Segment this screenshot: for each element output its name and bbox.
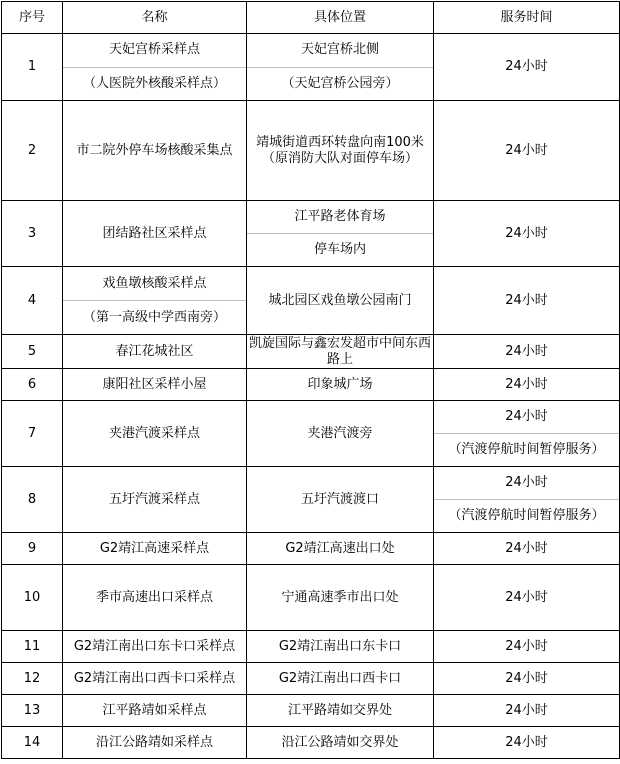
- service-time-cell: [434, 695, 620, 727]
- service-time-text: 24小时: [505, 540, 548, 556]
- site-location-text: G2靖江南出口西卡口: [278, 670, 402, 686]
- site-location-text: 印象城广场: [307, 376, 373, 392]
- table-row: [2, 565, 620, 631]
- site-location-text: 凯旋国际与鑫宏发超市中间东西路上: [248, 335, 431, 367]
- site-name-cell: [63, 727, 247, 759]
- row-number-cell: [2, 663, 63, 695]
- table-body: [2, 34, 620, 759]
- table-row: [2, 695, 620, 727]
- table-row: [2, 34, 620, 101]
- site-location-cell: [247, 533, 434, 565]
- site-name-line: （人医院外核酸采样点）: [63, 67, 246, 101]
- site-name-cell: [63, 201, 247, 267]
- site-name-cell: [63, 401, 247, 467]
- site-location-split: [247, 201, 433, 266]
- site-name-line: 天妃宫桥采样点: [108, 42, 200, 58]
- site-name-cell: [63, 663, 247, 695]
- site-location-text: G2靖江南出口东卡口: [278, 638, 402, 654]
- service-time-cell: [434, 34, 620, 101]
- service-time-text: 24小时: [505, 734, 548, 750]
- site-name-line: （第一高级中学西南旁）: [63, 300, 246, 334]
- service-time-cell: [434, 401, 620, 467]
- service-time-line: （汽渡停航时间暂停服务）: [434, 433, 619, 466]
- site-name-text: 团结路社区采样点: [102, 225, 207, 241]
- site-name-cell: [63, 695, 247, 727]
- site-name-text: G2靖江南出口西卡口采样点: [73, 670, 236, 686]
- service-time-cell: [434, 467, 620, 533]
- site-name-cell: [63, 101, 247, 201]
- service-time-text: 24小时: [505, 638, 548, 654]
- site-location-text: 夹港汽渡旁: [307, 425, 373, 441]
- site-name-split: [63, 267, 246, 334]
- service-time-cell: [434, 335, 620, 369]
- service-time-split: [434, 467, 619, 532]
- site-location-cell: [247, 695, 434, 727]
- site-location-text: 宁通高速季市出口处: [281, 589, 399, 605]
- row-number-text: 6: [27, 376, 37, 392]
- row-number-cell: [2, 695, 63, 727]
- service-time-line: （汽渡停航时间暂停服务）: [434, 499, 619, 532]
- site-name-text: 市二院外停车场核酸采集点: [76, 142, 233, 158]
- row-number-cell: [2, 34, 63, 101]
- site-name-cell: [63, 267, 247, 335]
- site-name-text: 沿江公路靖如采样点: [95, 734, 213, 750]
- row-number-cell: [2, 631, 63, 663]
- service-time-cell: [434, 631, 620, 663]
- site-location-cell: [247, 369, 434, 401]
- site-name-cell: [63, 565, 247, 631]
- site-location-cell: [247, 565, 434, 631]
- header-no: 序号: [2, 2, 63, 34]
- row-number-cell: [2, 727, 63, 759]
- site-name-text: 江平路靖如采样点: [102, 702, 207, 718]
- site-location-line: 江平路老体育场: [294, 209, 386, 224]
- row-number-cell: [2, 467, 63, 533]
- header-location: 具体位置: [247, 2, 434, 34]
- row-number-text: 3: [27, 225, 37, 241]
- table-row: [2, 533, 620, 565]
- table-row: [2, 369, 620, 401]
- row-number-text: 8: [27, 491, 37, 507]
- service-time-cell: [434, 201, 620, 267]
- row-number-cell: [2, 201, 63, 267]
- site-name-cell: [63, 335, 247, 369]
- site-location-text: 沿江公路靖如交界处: [281, 734, 399, 750]
- site-name-text: G2靖江南出口东卡口采样点: [73, 638, 236, 654]
- site-name-text: 康阳社区采样小屋: [102, 376, 207, 392]
- service-time-cell: [434, 369, 620, 401]
- table-row: [2, 467, 620, 533]
- header-time: 服务时间: [434, 2, 620, 34]
- service-time-cell: [434, 533, 620, 565]
- row-number-cell: [2, 401, 63, 467]
- site-name-cell: [63, 467, 247, 533]
- site-location-text: 靖城街道西环转盘向南100米（原消防大队对面停车场）: [256, 134, 424, 166]
- site-name-text: 季市高速出口采样点: [95, 589, 213, 605]
- testing-sites-table: [1, 1, 620, 759]
- site-location-cell: [247, 101, 434, 201]
- row-number-text: 4: [27, 292, 37, 308]
- site-location-cell: [247, 467, 434, 533]
- table-row: [2, 101, 620, 201]
- site-location-line: 停车场内: [247, 233, 433, 266]
- row-number-text: 13: [23, 702, 41, 718]
- site-location-line: 天妃宫桥北侧: [300, 42, 379, 58]
- service-time-cell: [434, 267, 620, 335]
- site-name-split: [63, 34, 246, 100]
- row-number-text: 7: [27, 425, 37, 441]
- row-number-cell: [2, 335, 63, 369]
- site-name-text: 春江花城社区: [115, 343, 194, 359]
- service-time-line: 24小时: [505, 409, 548, 424]
- header-name: 名称: [63, 2, 247, 34]
- site-name-cell: [63, 631, 247, 663]
- table-row: [2, 727, 620, 759]
- table-row: [2, 267, 620, 335]
- site-location-split: [247, 34, 433, 100]
- service-time-cell: [434, 565, 620, 631]
- site-name-text: 夹港汽渡采样点: [108, 425, 200, 441]
- site-name-text: G2靖江高速采样点: [99, 540, 210, 556]
- row-number-cell: [2, 101, 63, 201]
- table-row: [2, 401, 620, 467]
- row-number-cell: [2, 565, 63, 631]
- service-time-text: 24小时: [505, 376, 548, 392]
- site-location-cell: [247, 201, 434, 267]
- row-number-text: 2: [27, 142, 37, 158]
- site-location-line: （天妃宫桥公园旁）: [247, 67, 433, 101]
- site-location-text: 江平路靖如交界处: [287, 702, 392, 718]
- site-location-text: 五圩汽渡渡口: [300, 491, 379, 507]
- table-row: [2, 201, 620, 267]
- site-location-text: G2靖江高速出口处: [285, 540, 395, 556]
- service-time-cell: [434, 101, 620, 201]
- row-number-text: 11: [23, 638, 41, 654]
- service-time-text: 24小时: [505, 225, 548, 241]
- row-number-text: 5: [27, 343, 37, 359]
- site-location-cell: [247, 663, 434, 695]
- row-number-text: 10: [23, 589, 41, 605]
- service-time-text: 24小时: [505, 59, 548, 74]
- service-time-line: 24小时: [505, 475, 548, 490]
- site-name-line: 戏鱼墩核酸采样点: [102, 275, 207, 291]
- header-row: [2, 2, 620, 34]
- site-name-cell: [63, 533, 247, 565]
- table-row: [2, 335, 620, 369]
- row-number-text: 1: [27, 59, 37, 74]
- service-time-text: 24小时: [505, 670, 548, 686]
- site-location-cell: [247, 727, 434, 759]
- row-number-text: 14: [23, 734, 41, 750]
- row-number-cell: [2, 533, 63, 565]
- service-time-text: 24小时: [505, 292, 548, 308]
- service-time-text: 24小时: [505, 343, 548, 359]
- site-location-cell: [247, 335, 434, 369]
- service-time-cell: [434, 663, 620, 695]
- row-number-cell: [2, 369, 63, 401]
- site-name-text: 五圩汽渡采样点: [108, 491, 200, 507]
- site-name-cell: [63, 369, 247, 401]
- site-location-cell: [247, 267, 434, 335]
- site-location-cell: [247, 401, 434, 467]
- table-row: [2, 631, 620, 663]
- table-row: [2, 663, 620, 695]
- service-time-split: [434, 401, 619, 466]
- service-time-cell: [434, 727, 620, 759]
- service-time-text: 24小时: [505, 702, 548, 718]
- site-location-text: 城北园区戏鱼墩公园南门: [268, 292, 412, 308]
- row-number-cell: [2, 267, 63, 335]
- service-time-text: 24小时: [505, 589, 548, 605]
- row-number-text: 12: [23, 670, 41, 686]
- site-location-cell: [247, 34, 434, 101]
- site-location-cell: [247, 631, 434, 663]
- service-time-text: 24小时: [505, 142, 548, 158]
- row-number-text: 9: [27, 540, 37, 556]
- site-name-cell: [63, 34, 247, 101]
